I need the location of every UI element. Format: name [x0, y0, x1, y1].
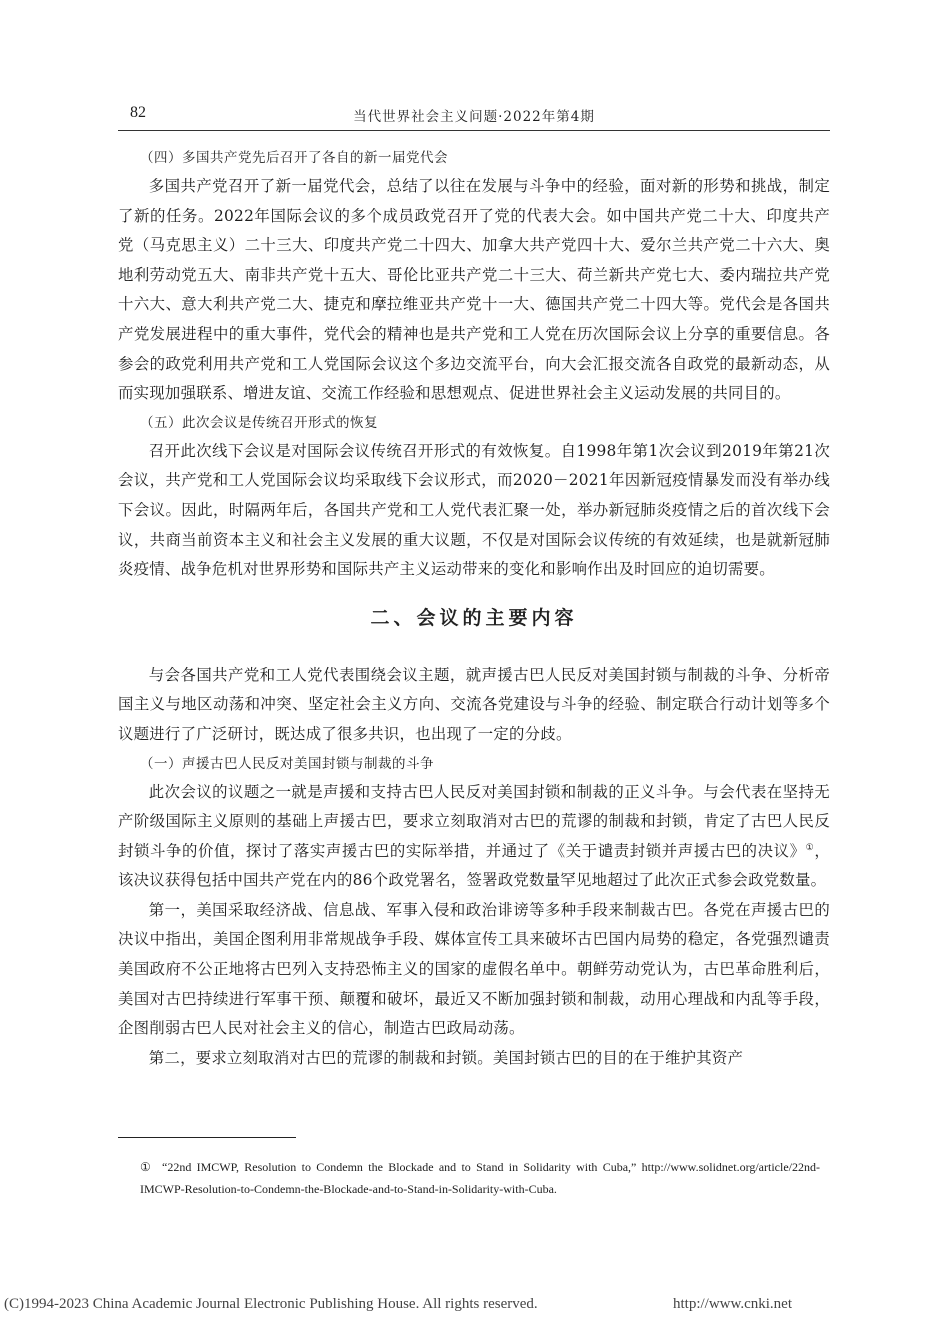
page-number: 82 [130, 104, 146, 121]
cnki-url[interactable]: http://www.cnki.net [672, 1296, 792, 1312]
paragraph-3: 与会各国共产党和工人党代表围绕会议主题，就声援古巴人民反对美国封锁与制裁的斗争、分析帝国主义与地区动荡和冲突、坚定社会主义方向、交流各党建设与斗争的经验、制定联合行动计划等多个议题进行了广泛研讨，既达成了很多共识，也出现了一定的分歧。 [118, 665, 830, 743]
footnote [140, 1156, 820, 1200]
paragraph-6: 第二，要求立刻取消对古巴的荒谬的制裁和封锁。美国封锁古巴的目的在于维护其资产 [148, 1048, 744, 1067]
subsection-4-title: （四）多国共产党先后召开了各自的新一届党代会 [140, 150, 448, 166]
journal-title: 当代世界社会主义问题·2022年第4期 [353, 109, 595, 125]
copyright-notice: (C)1994-2023 China Academic Journal Electronic Publishing House. All rights reserved. [4, 1296, 538, 1312]
subsection-1-title: （一）声援古巴人民反对美国封锁与制裁的斗争 [140, 755, 434, 772]
paragraph-4-text-a: 此次会议的议题之一就是声援和支持古巴人民反对美国封锁和制裁的正义斗争。与会代表在坚持无产阶级国际主义原则的基础上声援古巴，要求立刻取消对古巴的荒谬的制裁和封锁，肯定了古巴人民反封锁斗争的价值，探讨了落实声援古巴的实际举措，并通过了《关于谴责封锁并声援古巴的决议》 [118, 782, 830, 860]
footnote-mark: ① [140, 1160, 151, 1174]
footnote-rule [118, 1137, 296, 1138]
running-header [118, 104, 830, 128]
header-rule [118, 130, 830, 131]
footnote-ref[interactable]: ① [805, 842, 815, 853]
paragraph-2: 召开此次线下会议是对国际会议传统召开形式的有效恢复。自1998年第1次会议到2019年第21次会议，共产党和工人党国际会议均采取线下会议形式，而2020－2021年因新冠疫情暴发而没有举办线下会议。因此，时隔两年后，各国共产党和工人党代表汇聚一处，举办新冠肺炎疫情之后的首次线下会议，共商当前资本主义和社会主义发展的重大议题，不仅是对国际会议传统的有效延续，也是就新冠肺炎疫情、战争危机对世界形势和国际共产主义运动带来的变化和影响作出及时回应的迫切需要。 [118, 441, 830, 579]
footnote-text: “22nd IMCWP, Resolution to Condemn the Blockade and to Stand in Solidarity with Cuba,” http://www.solidnet.org/article/22nd-IMCWP-Resolution-to-Condemn-the-Blockade-and-to-Stand-in-Solidarity-with-Cuba. [140, 1160, 820, 1196]
section-2-title: 二、会议的主要内容 [370, 606, 578, 629]
paragraph-5: 第一，美国采取经济战、信息战、军事入侵和政治诽谤等多种手段来制裁古巴。各党在声援古巴的决议中指出，美国企图利用非常规战争手段、媒体宣传工具来破坏古巴国内局势的稳定，各党强烈谴责美国政府不公正地将古巴列入支持恐怖主义的国家的虚假名单中。朝鲜劳动党认为，古巴革命胜利后，美国对古巴持续进行军事干预、颠覆和破坏，最近又不断加强封锁和制裁，动用心理战和内乱等手段，企图削弱古巴人民对社会主义的信心，制造古巴政局动荡。 [118, 900, 830, 1038]
paragraph-1: 多国共产党召开了新一届党代会，总结了以往在发展与斗争中的经验，面对新的形势和挑战，制定了新的任务。2022年国际会议的多个成员政党召开了党的代表大会。如中国共产党二十大、印度共产党（马克思主义）二十三大、印度共产党二十四大、加拿大共产党四十大、爱尔兰共产党二十六大、奥地利劳动党五大、南非共产党十五大、哥伦比亚共产党二十三大、荷兰新共产党七大、委内瑞拉共产党十六大、意大利共产党二大、捷克和摩拉维亚共产党十一大、德国共产党二十四大等。党代会是各国共产党发展进程中的重大事件，党代会的精神也是共产党和工人党在历次国际会议上分享的重要信息。各参会的政党利用共产党和工人党国际会议这个多边交流平台，向大会汇报交流各自政党的最新动态，从而实现加强联系、增进友谊、交流工作经验和思想观点、促进世界社会主义运动发展的共同目的。 [118, 177, 830, 403]
paragraph-4 [118, 778, 830, 896]
paragraph-4-text-b: ，该决议获得包括中国共产党在内的86个政党署名，签署政党数量罕见地超过了此次正式参会政党数量。 [118, 841, 830, 890]
body-text [118, 144, 830, 1073]
subsection-5-title: （五）此次会议是传统召开形式的恢复 [140, 414, 378, 431]
